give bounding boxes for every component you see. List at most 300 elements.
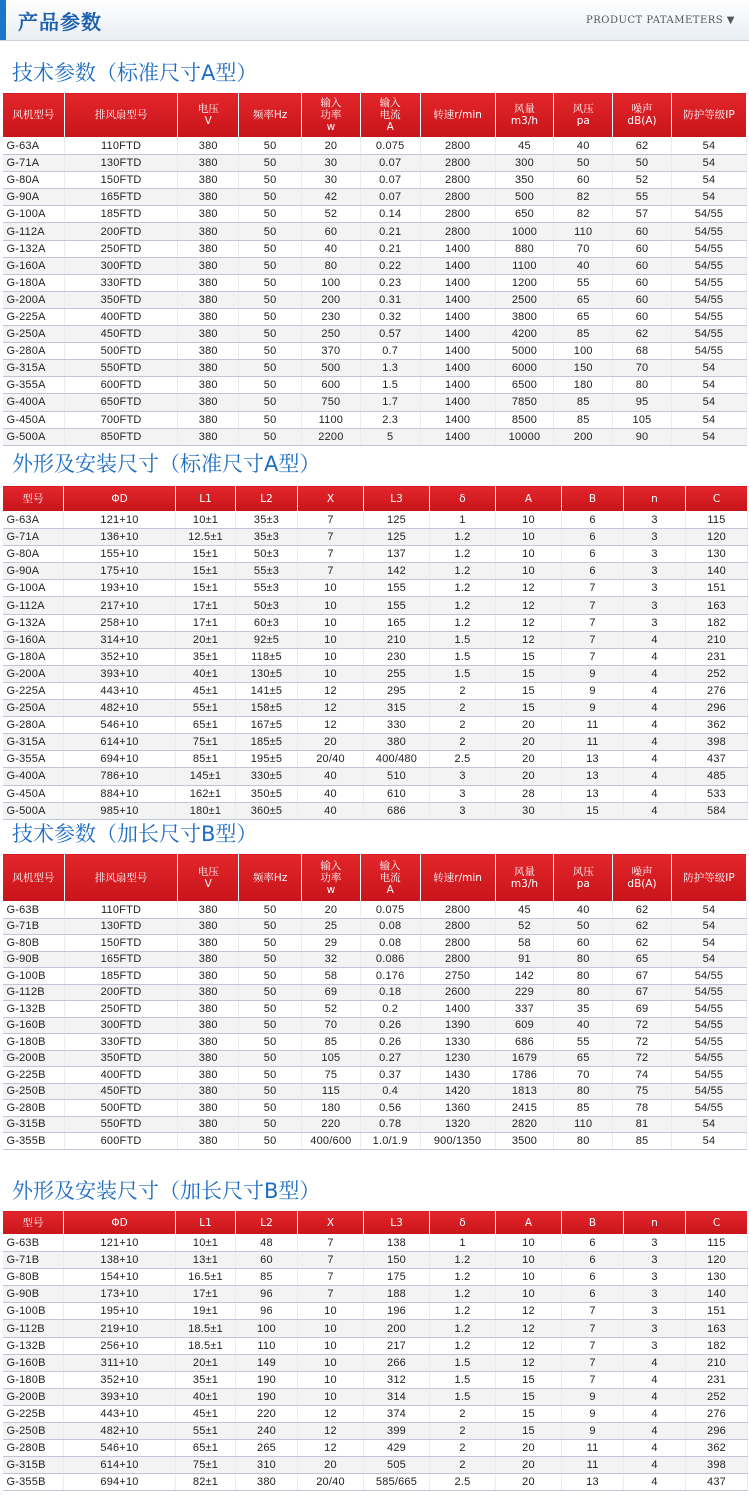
table-cell: 230 <box>364 648 430 665</box>
table-cell: 50 <box>239 1034 302 1051</box>
table-row <box>3 240 747 257</box>
table-cell: 54 <box>671 428 746 445</box>
table-cell: 70 <box>302 1017 361 1034</box>
table-cell: 50 <box>239 918 302 935</box>
table-cell: 55 <box>613 189 672 206</box>
column-header: L3 <box>364 1211 430 1235</box>
column-header: 输入 电流 A <box>360 93 420 138</box>
table-row <box>3 1303 748 1320</box>
table-cell: 880 <box>495 240 554 257</box>
table-cell: 1.3 <box>360 360 420 377</box>
table-cell: 352+10 <box>64 648 176 665</box>
table-cell: 350FTD <box>64 1050 178 1067</box>
table-cell: 50 <box>239 394 302 411</box>
table-cell: 240 <box>236 1423 298 1440</box>
table-cell: 10 <box>298 1388 364 1405</box>
table-cell: 380 <box>178 1017 239 1034</box>
table-cell: 150FTD <box>64 935 178 952</box>
table-cell: 0.086 <box>360 951 420 968</box>
table-cell: G-80A <box>3 546 64 563</box>
table-cell: 350±5 <box>236 785 298 802</box>
column-header: 风量 m3/h <box>495 93 554 138</box>
table-cell: 3 <box>624 563 686 580</box>
table-cell: G-280A <box>3 717 64 734</box>
table-cell: 7 <box>298 1286 364 1303</box>
table-cell: 55 <box>554 274 613 291</box>
table-cell: 505 <box>364 1457 430 1474</box>
table-cell: G-225A <box>3 308 65 325</box>
table-cell: 20 <box>496 1474 562 1491</box>
table-cell: 1420 <box>420 1083 495 1100</box>
table-cell: 6 <box>562 546 624 563</box>
column-header: L3 <box>364 486 430 512</box>
table-cell: G-90A <box>3 563 64 580</box>
table-cell: 0.32 <box>360 308 420 325</box>
table-cell: 1.5 <box>430 1371 496 1388</box>
table-cell: 7 <box>298 512 364 529</box>
table-row <box>3 1371 748 1388</box>
table-cell: 0.07 <box>360 189 420 206</box>
table-cell: 120 <box>686 1252 748 1269</box>
table-cell: G-315A <box>3 360 65 377</box>
table-cell: 50 <box>239 951 302 968</box>
table-cell: 90 <box>613 428 672 445</box>
table-cell: 0.78 <box>360 1116 420 1133</box>
table-row <box>3 546 748 563</box>
dimensions-b-table <box>2 1210 748 1491</box>
table-cell: 330FTD <box>64 1034 178 1051</box>
table-cell: 4 <box>624 717 686 734</box>
table-cell: 500 <box>495 189 554 206</box>
table-cell: 7850 <box>495 394 554 411</box>
table-cell: 0.21 <box>360 240 420 257</box>
table-cell: 150 <box>364 1252 430 1269</box>
table-cell: 52 <box>302 206 361 223</box>
table-cell: 1400 <box>420 257 495 274</box>
table-cell: 72 <box>613 1050 672 1067</box>
column-header: 风机型号 <box>3 854 65 902</box>
table-row <box>3 326 747 343</box>
table-row <box>3 1269 748 1286</box>
table-row <box>3 1017 747 1034</box>
table-row <box>3 223 747 240</box>
column-header: 转速r/min <box>420 854 495 902</box>
table-cell: 60 <box>554 172 613 189</box>
table-cell: 12 <box>496 1320 562 1337</box>
table-cell: 210 <box>364 631 430 648</box>
table-row <box>3 580 748 597</box>
table-cell: G-315B <box>3 1116 65 1133</box>
table-cell: 20 <box>496 1457 562 1474</box>
table-cell: 50 <box>239 1100 302 1117</box>
table-cell: 110FTD <box>64 138 178 155</box>
table-cell: 2800 <box>420 935 495 952</box>
table-cell: 54 <box>671 1116 746 1133</box>
table-cell: 2 <box>430 1423 496 1440</box>
table-cell: 0.14 <box>360 206 420 223</box>
table-cell: 10 <box>298 1371 364 1388</box>
table-cell: 15±1 <box>176 580 236 597</box>
table-row <box>3 1388 748 1405</box>
table-cell: 550FTD <box>64 360 178 377</box>
table-cell: 850FTD <box>64 428 178 445</box>
table-cell: 17±1 <box>176 1286 236 1303</box>
table-cell: 7 <box>562 614 624 631</box>
table-cell: 2 <box>430 1457 496 1474</box>
table-cell: 163 <box>686 597 748 614</box>
table-cell: 15±1 <box>176 546 236 563</box>
table-cell: 250 <box>302 326 361 343</box>
table-cell: 55±3 <box>236 580 298 597</box>
table-cell: 217+10 <box>64 597 176 614</box>
table-cell: 40 <box>302 240 361 257</box>
table-header-row <box>3 854 747 902</box>
table-cell: G-500A <box>3 428 65 445</box>
table-cell: 1400 <box>420 377 495 394</box>
table-cell: 500 <box>302 360 361 377</box>
table-cell: 1786 <box>495 1067 554 1084</box>
table-cell: 78 <box>613 1100 672 1117</box>
table-cell: 7 <box>298 546 364 563</box>
table-cell: 60 <box>613 223 672 240</box>
table-row <box>3 1100 747 1117</box>
table-cell: 380 <box>178 918 239 935</box>
tech-params-a-table <box>2 92 747 446</box>
table-cell: 72 <box>613 1017 672 1034</box>
table-row <box>3 1286 748 1303</box>
table-cell: G-112A <box>3 223 65 240</box>
table-cell: 69 <box>613 1001 672 1018</box>
table-cell: 350 <box>495 172 554 189</box>
table-cell: G-132A <box>3 614 64 631</box>
table-cell: G-80A <box>3 172 65 189</box>
section-title-tech-b: 技术参数（加长尺寸B型） <box>12 822 258 846</box>
table-cell: 350FTD <box>64 291 178 308</box>
table-cell: 250FTD <box>64 1001 178 1018</box>
table-cell: G-180B <box>3 1034 65 1051</box>
table-cell: 54/55 <box>671 1083 746 1100</box>
table-row <box>3 411 747 428</box>
table-cell: 54/55 <box>671 326 746 343</box>
table-cell: 1400 <box>420 428 495 445</box>
table-cell: 96 <box>236 1303 298 1320</box>
table-row <box>3 631 748 648</box>
table-row <box>3 360 747 377</box>
table-cell: 54 <box>671 377 746 394</box>
table-cell: 1813 <box>495 1083 554 1100</box>
column-header: B <box>562 1211 624 1235</box>
table-cell: 2800 <box>420 223 495 240</box>
table-cell: 400/600 <box>302 1133 361 1150</box>
table-cell: 100 <box>302 274 361 291</box>
table-cell: 185±5 <box>236 734 298 751</box>
table-cell: 884+10 <box>64 785 176 802</box>
table-cell: G-355B <box>3 1474 64 1491</box>
table-cell: 533 <box>686 785 748 802</box>
table-cell: 60 <box>613 308 672 325</box>
table-cell: 85±1 <box>176 751 236 768</box>
table-cell: 9 <box>562 665 624 682</box>
table-cell: 40±1 <box>176 665 236 682</box>
column-header: X <box>298 486 364 512</box>
column-header: B <box>562 486 624 512</box>
table-cell: 398 <box>686 734 748 751</box>
table-cell: 7 <box>298 1269 364 1286</box>
table-cell: 4 <box>624 802 686 819</box>
table-cell: 217 <box>364 1337 430 1354</box>
table-cell: 256+10 <box>64 1337 176 1354</box>
table-cell: 1.5 <box>430 665 496 682</box>
table-cell: 398 <box>686 1457 748 1474</box>
table-cell: 18.5±1 <box>176 1320 236 1337</box>
table-cell: 1.2 <box>430 546 496 563</box>
table-cell: 10 <box>298 648 364 665</box>
table-cell: 380 <box>178 1001 239 1018</box>
table-cell: 50 <box>239 240 302 257</box>
table-cell: 2800 <box>420 172 495 189</box>
table-cell: G-250A <box>3 700 64 717</box>
table-cell: 7 <box>298 563 364 580</box>
table-cell: 10 <box>298 1354 364 1371</box>
table-cell: 4 <box>624 682 686 699</box>
table-cell: 1.2 <box>430 1269 496 1286</box>
table-cell: 60±3 <box>236 614 298 631</box>
table-cell: 182 <box>686 1337 748 1354</box>
table-cell: 362 <box>686 1440 748 1457</box>
table-cell: 17±1 <box>176 597 236 614</box>
table-cell: G-315B <box>3 1457 64 1474</box>
table-cell: 686 <box>495 1034 554 1051</box>
table-cell: 380 <box>178 189 239 206</box>
table-cell: 50 <box>554 155 613 172</box>
table-cell: G-400A <box>3 394 65 411</box>
table-cell: 6 <box>562 512 624 529</box>
table-cell: 13 <box>562 1474 624 1491</box>
table-cell: 380 <box>178 935 239 952</box>
table-cell: 50 <box>239 223 302 240</box>
table-cell: 380 <box>178 968 239 985</box>
table-cell: 55±1 <box>176 1423 236 1440</box>
table-cell: 1390 <box>420 1017 495 1034</box>
table-cell: 614+10 <box>64 734 176 751</box>
table-cell: 265 <box>236 1440 298 1457</box>
table-cell: 30 <box>302 172 361 189</box>
table-cell: 57 <box>613 206 672 223</box>
table-cell: 2200 <box>302 428 361 445</box>
table-cell: 48 <box>236 1235 298 1252</box>
table-cell: 60 <box>613 274 672 291</box>
table-cell: G-71B <box>3 918 65 935</box>
column-header: δ <box>430 1211 496 1235</box>
table-cell: 67 <box>613 968 672 985</box>
table-cell: 50 <box>239 428 302 445</box>
table-cell: 650 <box>495 206 554 223</box>
table-cell: 12 <box>298 682 364 699</box>
table-cell: 75±1 <box>176 734 236 751</box>
table-cell: 35±3 <box>236 529 298 546</box>
table-cell: 10000 <box>495 428 554 445</box>
table-cell: G-71B <box>3 1252 64 1269</box>
table-cell: 1400 <box>420 274 495 291</box>
table-cell: 0.4 <box>360 1083 420 1100</box>
table-cell: 50 <box>239 377 302 394</box>
table-cell: 140 <box>686 1286 748 1303</box>
table-cell: 380 <box>364 734 430 751</box>
table-cell: 1.5 <box>430 648 496 665</box>
table-cell: 2.5 <box>430 1474 496 1491</box>
table-row <box>3 172 747 189</box>
table-cell: 380 <box>178 138 239 155</box>
table-cell: 1.2 <box>430 1252 496 1269</box>
table-cell: 0.075 <box>360 902 420 919</box>
table-cell: 4 <box>624 1354 686 1371</box>
column-header: 风压 pa <box>554 93 613 138</box>
table-cell: 20 <box>298 734 364 751</box>
table-cell: 2 <box>430 700 496 717</box>
table-cell: 3 <box>624 614 686 631</box>
table-cell: 585/665 <box>364 1474 430 1491</box>
table-cell: G-100B <box>3 1303 64 1320</box>
table-cell: 29 <box>302 935 361 952</box>
table-row <box>3 1320 748 1337</box>
table-cell: 362 <box>686 717 748 734</box>
table-cell: 2.5 <box>430 751 496 768</box>
table-cell: 20/40 <box>298 1474 364 1491</box>
table-cell: 20 <box>298 1457 364 1474</box>
table-cell: 15 <box>496 665 562 682</box>
table-cell: 154+10 <box>64 1269 176 1286</box>
table-cell: 20±1 <box>176 631 236 648</box>
table-cell: 10 <box>496 546 562 563</box>
table-cell: 163 <box>686 1320 748 1337</box>
table-row <box>3 428 747 445</box>
table-row <box>3 902 747 919</box>
table-cell: 54/55 <box>671 206 746 223</box>
table-cell: 54/55 <box>671 968 746 985</box>
table-cell: 151 <box>686 580 748 597</box>
table-cell: 686 <box>364 802 430 819</box>
table-cell: 195±5 <box>236 751 298 768</box>
table-cell: G-315A <box>3 734 64 751</box>
table-cell: 55±3 <box>236 563 298 580</box>
table-cell: 374 <box>364 1405 430 1422</box>
table-cell: 315 <box>364 700 430 717</box>
table-cell: 6 <box>562 1235 624 1252</box>
table-row <box>3 155 747 172</box>
table-cell: 2800 <box>420 918 495 935</box>
table-cell: 2750 <box>420 968 495 985</box>
table-row <box>3 1457 748 1474</box>
table-cell: 380 <box>178 951 239 968</box>
table-cell: G-200B <box>3 1050 65 1067</box>
table-cell: 1.5 <box>430 631 496 648</box>
table-cell: 13 <box>562 751 624 768</box>
table-cell: 138 <box>364 1235 430 1252</box>
table-cell: 4 <box>624 751 686 768</box>
table-cell: 35 <box>554 1001 613 1018</box>
table-cell: 15 <box>496 1405 562 1422</box>
table-cell: 4200 <box>495 326 554 343</box>
table-cell: 510 <box>364 768 430 785</box>
table-row <box>3 1235 748 1252</box>
table-cell: 167±5 <box>236 717 298 734</box>
table-cell: 54/55 <box>671 1001 746 1018</box>
table-cell: 121+10 <box>64 1235 176 1252</box>
table-cell: 0.2 <box>360 1001 420 1018</box>
table-cell: 52 <box>302 1001 361 1018</box>
table-cell: G-250A <box>3 326 65 343</box>
table-cell: 330±5 <box>236 768 298 785</box>
table-cell: 85 <box>554 394 613 411</box>
section-title-dims-b: 外形及安装尺寸（加长尺寸B型） <box>12 1179 321 1203</box>
table-cell: 1400 <box>420 343 495 360</box>
table-cell: G-132A <box>3 240 65 257</box>
table-cell: 2 <box>430 734 496 751</box>
table-cell: 82±1 <box>176 1474 236 1491</box>
table-row <box>3 665 748 682</box>
table-cell: 614+10 <box>64 1457 176 1474</box>
table-cell: 12 <box>496 1303 562 1320</box>
table-cell: 694+10 <box>64 1474 176 1491</box>
table-cell: 330FTD <box>64 274 178 291</box>
table-cell: 16.5±1 <box>176 1269 236 1286</box>
table-cell: 276 <box>686 1405 748 1422</box>
table-row <box>3 1116 747 1133</box>
table-cell: 399 <box>364 1423 430 1440</box>
table-cell: G-63A <box>3 512 64 529</box>
column-header: 风压 pa <box>554 854 613 902</box>
table-cell: 149 <box>236 1354 298 1371</box>
table-cell: 58 <box>495 935 554 952</box>
table-cell: 54/55 <box>671 1067 746 1084</box>
table-cell: G-400A <box>3 768 64 785</box>
table-cell: 15 <box>496 700 562 717</box>
table-cell: 2500 <box>495 291 554 308</box>
table-cell: 50 <box>239 968 302 985</box>
dimensions-a-table <box>2 485 748 820</box>
table-row <box>3 1337 748 1354</box>
table-cell: 50 <box>613 155 672 172</box>
table-cell: 7 <box>298 1235 364 1252</box>
column-header: L2 <box>236 486 298 512</box>
table-cell: G-180A <box>3 274 65 291</box>
table-cell: 2800 <box>420 189 495 206</box>
table-cell: 54/55 <box>671 1034 746 1051</box>
table-cell: 1.2 <box>430 563 496 580</box>
table-cell: 0.08 <box>360 918 420 935</box>
table-cell: G-160A <box>3 257 65 274</box>
table-cell: 650FTD <box>64 394 178 411</box>
table-row <box>3 648 748 665</box>
table-cell: 12 <box>298 717 364 734</box>
table-row <box>3 1252 748 1269</box>
column-header: A <box>496 1211 562 1235</box>
table-cell: 276 <box>686 682 748 699</box>
table-cell: 54 <box>671 1133 746 1150</box>
table-cell: 600FTD <box>64 1133 178 1150</box>
table-cell: 145±1 <box>176 768 236 785</box>
table-cell: 311+10 <box>64 1354 176 1371</box>
table-cell: 54/55 <box>671 223 746 240</box>
table-cell: 13 <box>562 768 624 785</box>
table-cell: 20 <box>496 1440 562 1457</box>
table-cell: 50 <box>239 360 302 377</box>
table-cell: 4 <box>624 785 686 802</box>
table-cell: G-280B <box>3 1440 64 1457</box>
table-cell: G-160B <box>3 1354 64 1371</box>
table-header-row <box>3 1211 748 1235</box>
table-cell: 50 <box>239 1001 302 1018</box>
